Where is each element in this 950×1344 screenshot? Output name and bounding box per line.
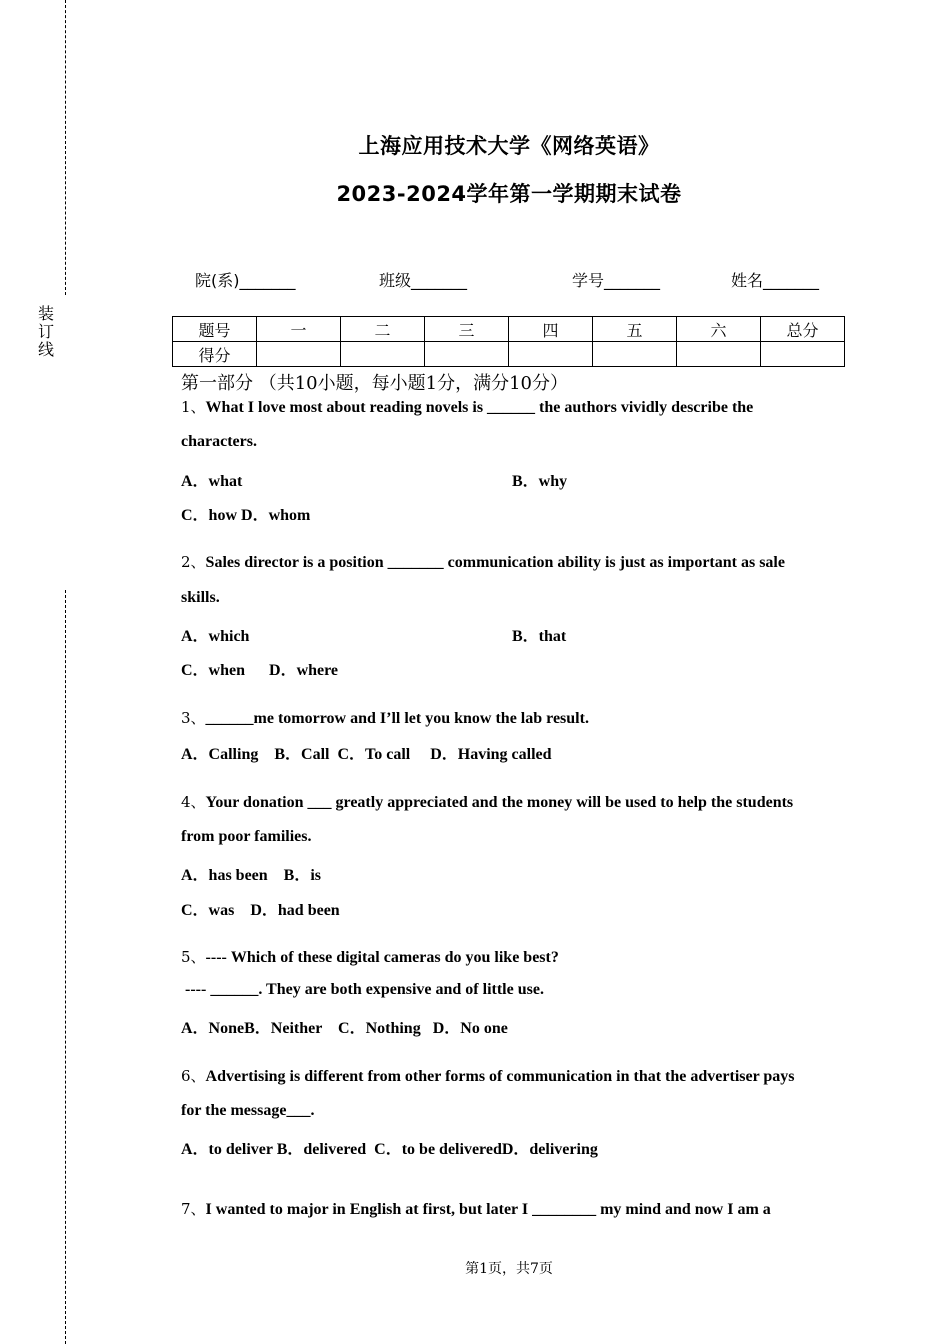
q4-option-cd: C．was D．had been (181, 902, 340, 919)
question-text: Advertising is different from other forms of communication in that the advertiser pays (205, 1068, 795, 1085)
page-footer: 第1页，共7页 (465, 1261, 553, 1277)
score-header-cell: 五 (593, 317, 677, 342)
score-header-cell: 三 (425, 317, 509, 342)
question-text: Sales director is a position _______ communication ability is just as important as sale (205, 554, 785, 571)
score-cell (341, 342, 425, 367)
question-1 (181, 396, 753, 417)
score-table (172, 316, 845, 367)
question-3 (181, 707, 589, 728)
question-number: 3、 (181, 709, 206, 727)
question-number: 7、 (181, 1200, 206, 1218)
question-2 (181, 551, 785, 572)
score-header-cell: 四 (509, 317, 593, 342)
q6-options: A．to deliver B．delivered C．to be deliveredD．delivering (181, 1141, 598, 1158)
question-number: 2、 (181, 553, 206, 571)
binding-line-bottom (65, 590, 66, 1344)
score-header-cell: 一 (257, 317, 341, 342)
question-number: 1、 (181, 398, 206, 416)
question-6-cont: for the message___. (181, 1102, 315, 1119)
score-cell (677, 342, 761, 367)
question-text: I wanted to major in English at first, but later I ________ my mind and now I am a (205, 1201, 771, 1218)
question-text: Your donation ___ greatly appreciated and the money will be used to help the students (205, 794, 794, 811)
q2-option-b: B．that (512, 628, 567, 645)
section-heading: 第一部分 （共10小题，每小题1分，满分10分） (181, 373, 568, 394)
score-cell (509, 342, 593, 367)
question-6 (181, 1065, 795, 1086)
question-number: 6、 (181, 1067, 206, 1085)
q1-option-a: A．what (181, 473, 243, 490)
question-1-cont: characters. (181, 433, 257, 450)
department-field: 院(系)_______ (195, 271, 296, 290)
exam-title: 上海应用技术大学《网络英语》 (358, 134, 660, 158)
score-header-cell: 总分 (761, 317, 845, 342)
question-text: ---- Which of these digital cameras do you like best? (205, 949, 559, 966)
q2-option-cd: C．when D．where (181, 662, 339, 679)
question-number: 4、 (181, 793, 206, 811)
q5-options: A．NoneB．Neither C．Nothing D．No one (181, 1020, 508, 1037)
question-text: ______me tomorrow and I’ll let you know the lab result. (205, 710, 589, 727)
question-4-cont: from poor families. (181, 828, 312, 845)
score-table-header-row (173, 317, 845, 342)
q1-option-b: B．why (512, 473, 568, 490)
question-7 (181, 1198, 771, 1219)
score-header-cell: 二 (341, 317, 425, 342)
q4-option-ab: A．has been B．is (181, 867, 322, 884)
score-header-cell: 六 (677, 317, 761, 342)
class-field: 班级_______ (379, 271, 468, 290)
question-text: What I love most about reading novels is ______ the authors vividly describe the (205, 399, 754, 416)
exam-subtitle: 2023-2024学年第一学期期末试卷 (336, 182, 682, 206)
question-2-cont: skills. (181, 589, 220, 606)
score-cell (257, 342, 341, 367)
student-id-field: 学号_______ (572, 271, 661, 290)
score-cell (425, 342, 509, 367)
question-5 (181, 946, 559, 967)
score-cell (761, 342, 845, 367)
question-number: 5、 (181, 948, 206, 966)
q1-option-cd: C．how D．whom (181, 507, 311, 524)
q2-option-a: A．which (181, 628, 250, 645)
score-table-score-row (173, 342, 845, 367)
score-row-label: 得分 (173, 342, 257, 367)
name-field: 姓名_______ (731, 271, 820, 290)
score-cell (593, 342, 677, 367)
question-5-cont: ---- ______. They are both expensive and of little use. (185, 981, 544, 998)
q3-options: A．Calling B．Call C．To call D．Having called (181, 746, 552, 763)
question-4 (181, 791, 793, 812)
binding-label: 装订线 (38, 304, 55, 359)
score-header-cell: 题号 (173, 317, 257, 342)
